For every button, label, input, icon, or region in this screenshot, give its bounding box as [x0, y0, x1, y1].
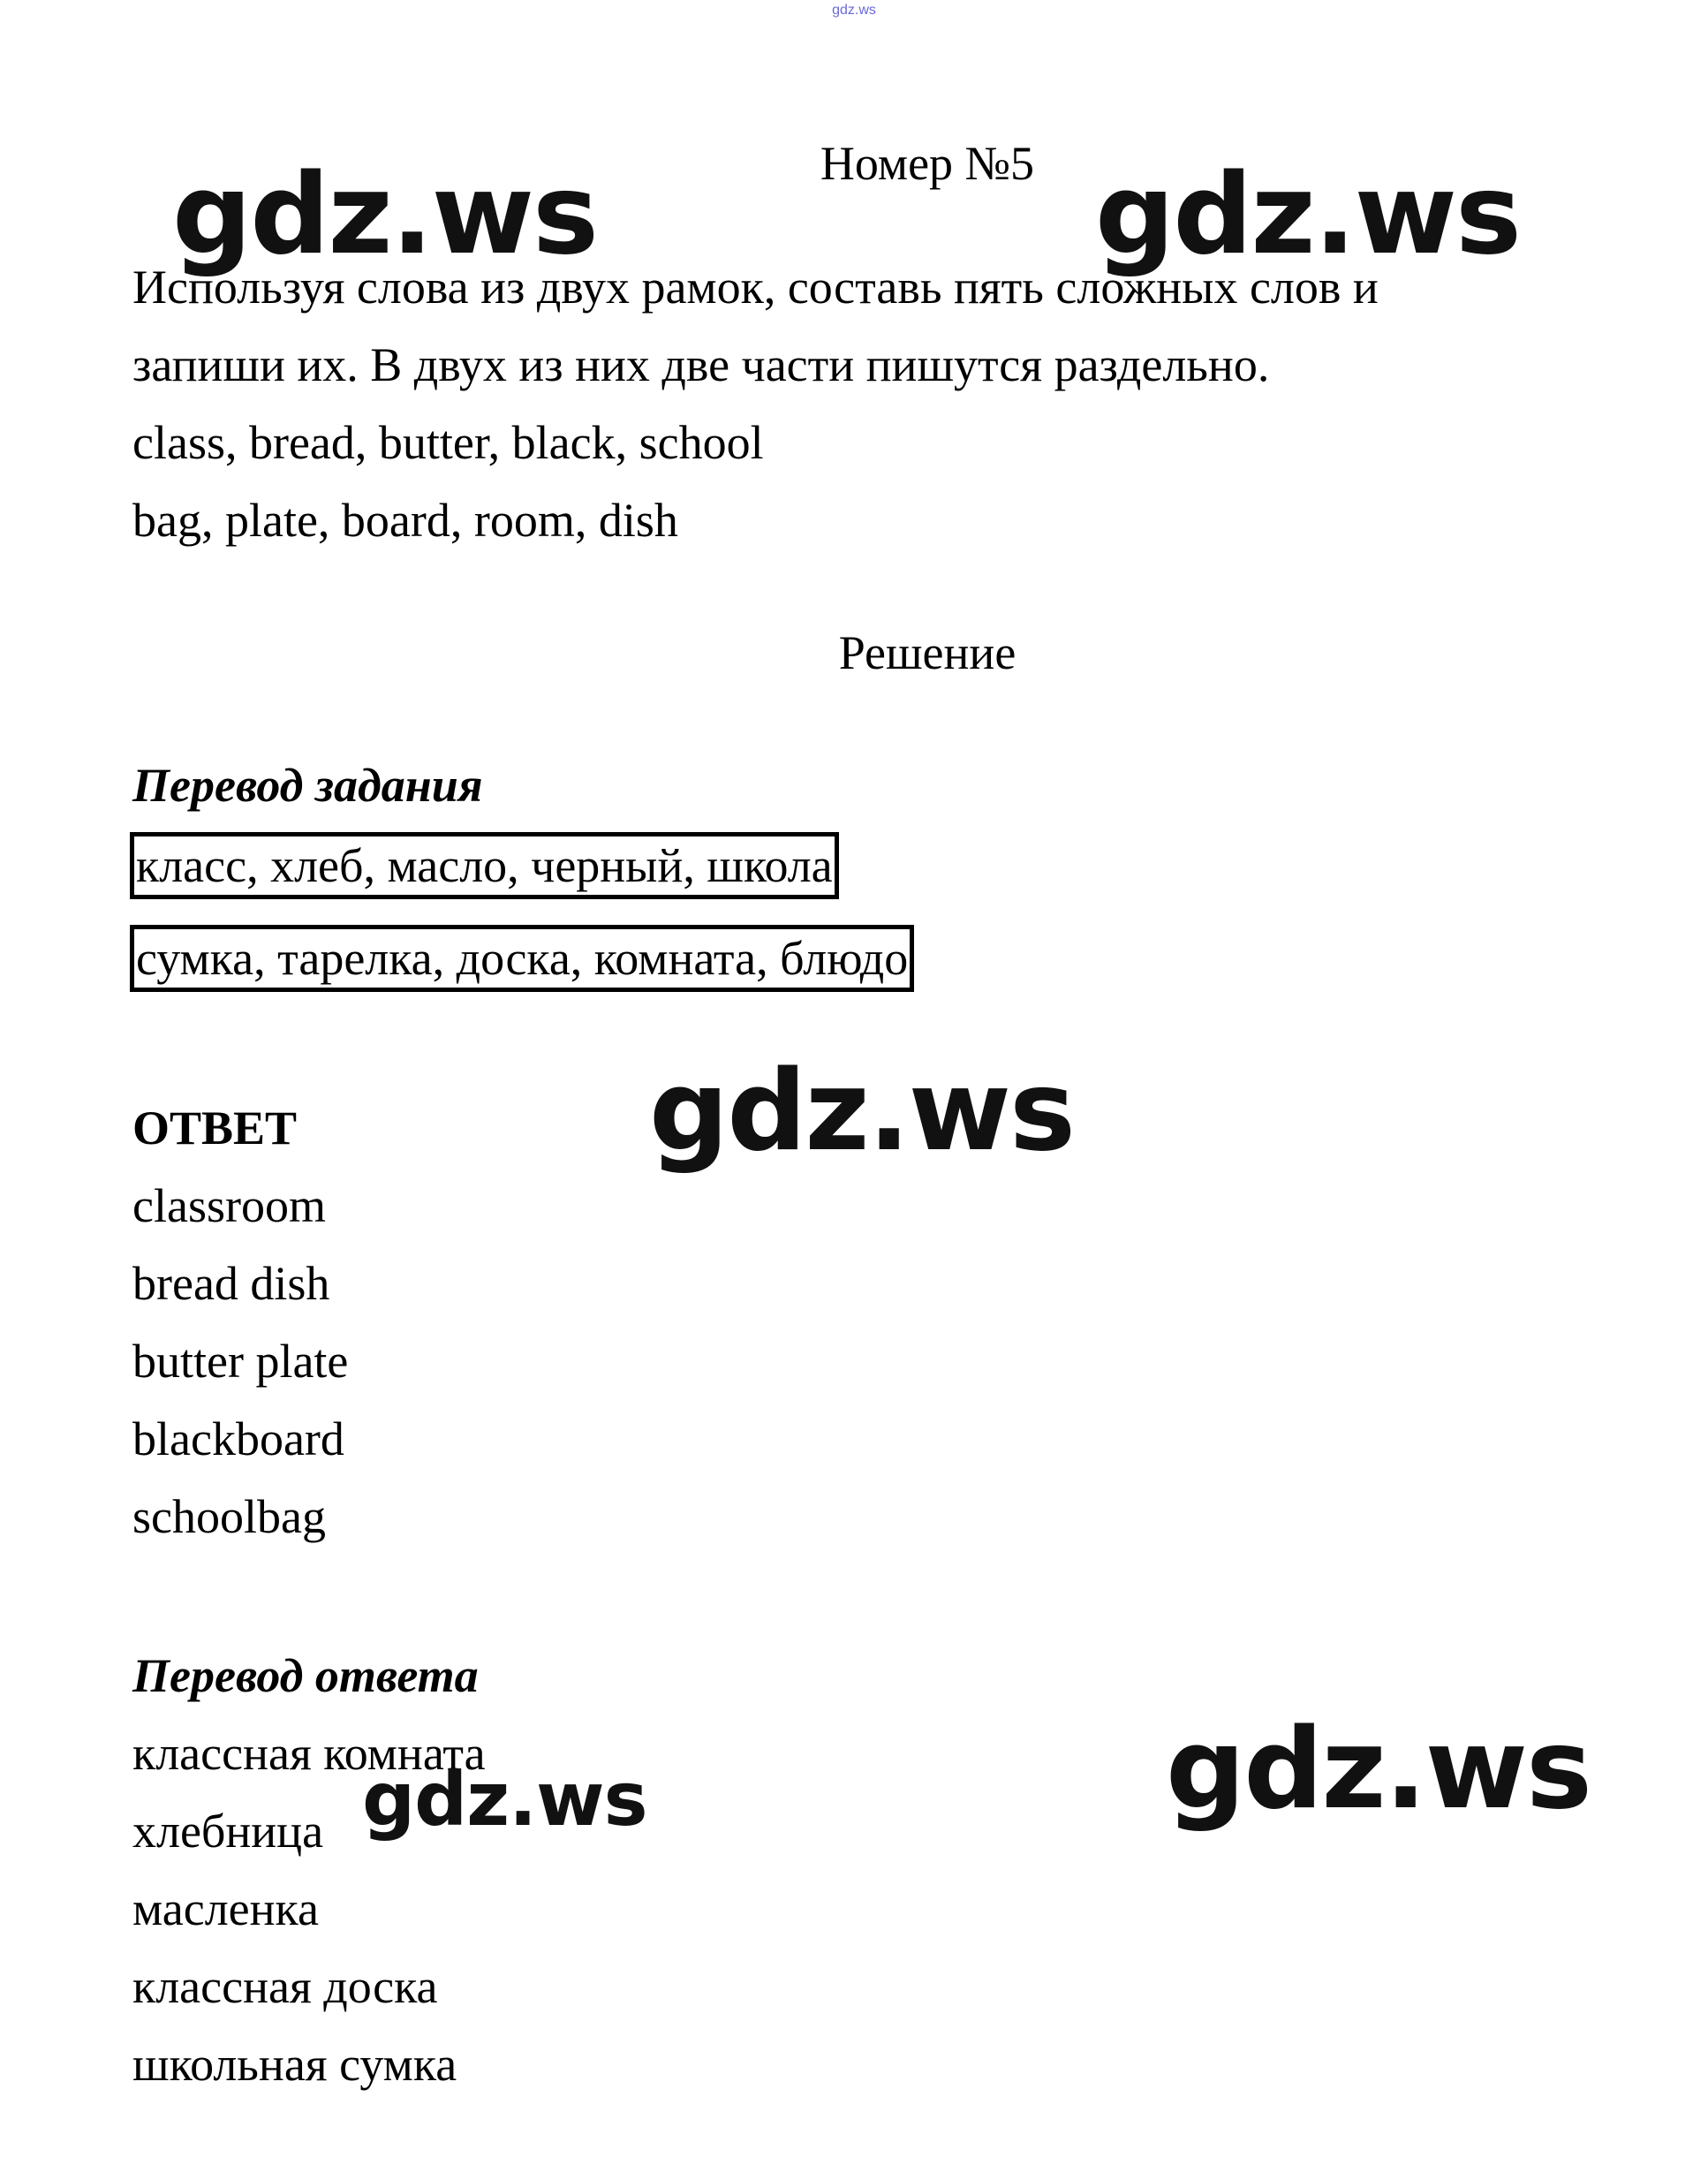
- instruction-line-2: запиши их. В двух из них две части пишутся раздельно.: [132, 338, 1270, 391]
- watermark: gdz.ws: [1095, 149, 1520, 279]
- answer-item: classroom: [132, 1179, 326, 1232]
- answer-item: blackboard: [132, 1412, 344, 1465]
- watermark: gdz.ws: [362, 1756, 647, 1843]
- answer-translation-item: классная комната: [132, 1727, 486, 1780]
- answer-heading: ОТВЕТ: [132, 1101, 298, 1154]
- page-title: Номер №5: [820, 137, 1035, 190]
- watermark: gdz.ws: [649, 1046, 1074, 1176]
- solution-heading: Решение: [838, 626, 1016, 679]
- words-group-1: class, bread, butter, black, school: [132, 416, 764, 469]
- answer-translation-item: хлебница: [132, 1805, 324, 1858]
- answer-translation-heading: Перевод ответа: [132, 1649, 479, 1702]
- translation-box-2: сумка, тарелка, доска, комната, блюдо: [130, 925, 914, 992]
- answer-translation-item: масленка: [132, 1882, 319, 1935]
- words-group-2: bag, plate, board, room, dish: [132, 494, 678, 547]
- answer-item: butter plate: [132, 1335, 349, 1388]
- source-mark: gdz.ws: [832, 3, 876, 18]
- answer-item: schoolbag: [132, 1490, 326, 1543]
- task-translation-heading: Перевод задания: [132, 759, 483, 812]
- answer-translation-item: классная доска: [132, 1960, 438, 2013]
- answer-item: bread dish: [132, 1257, 330, 1310]
- translation-box-1: класс, хлеб, масло, черный, школа: [130, 832, 839, 899]
- answer-translation-item: школьная сумка: [132, 2038, 457, 2091]
- instruction-line-1: Используя слова из двух рамок, составь пять сложных слов и: [132, 261, 1379, 314]
- watermark: gdz.ws: [1166, 1704, 1591, 1834]
- watermark: gdz.ws: [172, 149, 597, 279]
